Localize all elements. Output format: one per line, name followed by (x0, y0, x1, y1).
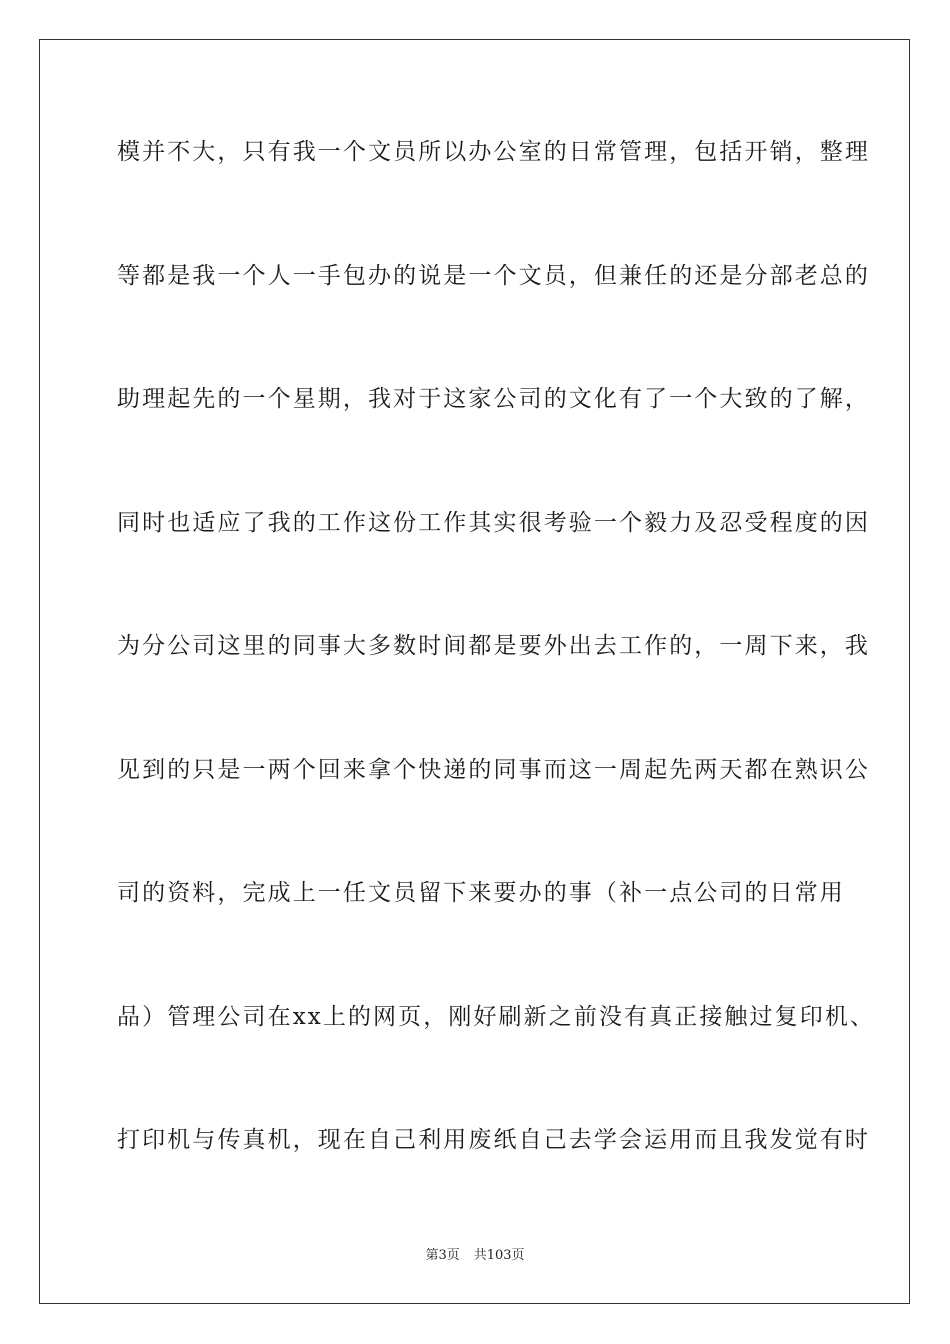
text-line: 见到的只是一两个回来拿个快递的同事而这一周起先两天都在熟识公 (117, 756, 870, 783)
text-line: 助理起先的一个星期，我对于这家公司的文化有了一个大致的了解， (117, 386, 870, 412)
page-footer (0, 1246, 950, 1266)
text-line: 为分公司这里的同事大多数时间都是要外出去工作的，一周下来，我 (117, 633, 870, 659)
document-body (117, 126, 876, 1238)
text-line: 模并不大，只有我一个文员所以办公室的日常管理，包括开销，整理 (117, 139, 870, 165)
text-line: 等都是我一个人一手包办的说是一个文员，但兼任的还是分部老总的 (117, 262, 870, 289)
page-number: 第3页 (425, 1248, 460, 1263)
text-line: 打印机与传真机，现在自己利用废纸自己去学会运用而且我发觉有时 (117, 1127, 870, 1153)
text-line: 品）管理公司在xx上的网页，刚好刷新之前没有真正接触过复印机、 (117, 1003, 876, 1030)
text-line: 司的资料，完成上一任文员留下来要办的事（补一点公司的日常用 (117, 880, 845, 906)
text-line: 同时也适应了我的工作这份工作其实很考验一个毅力及忍受程度的因 (117, 509, 870, 536)
total-pages: 共103页 (473, 1248, 525, 1263)
